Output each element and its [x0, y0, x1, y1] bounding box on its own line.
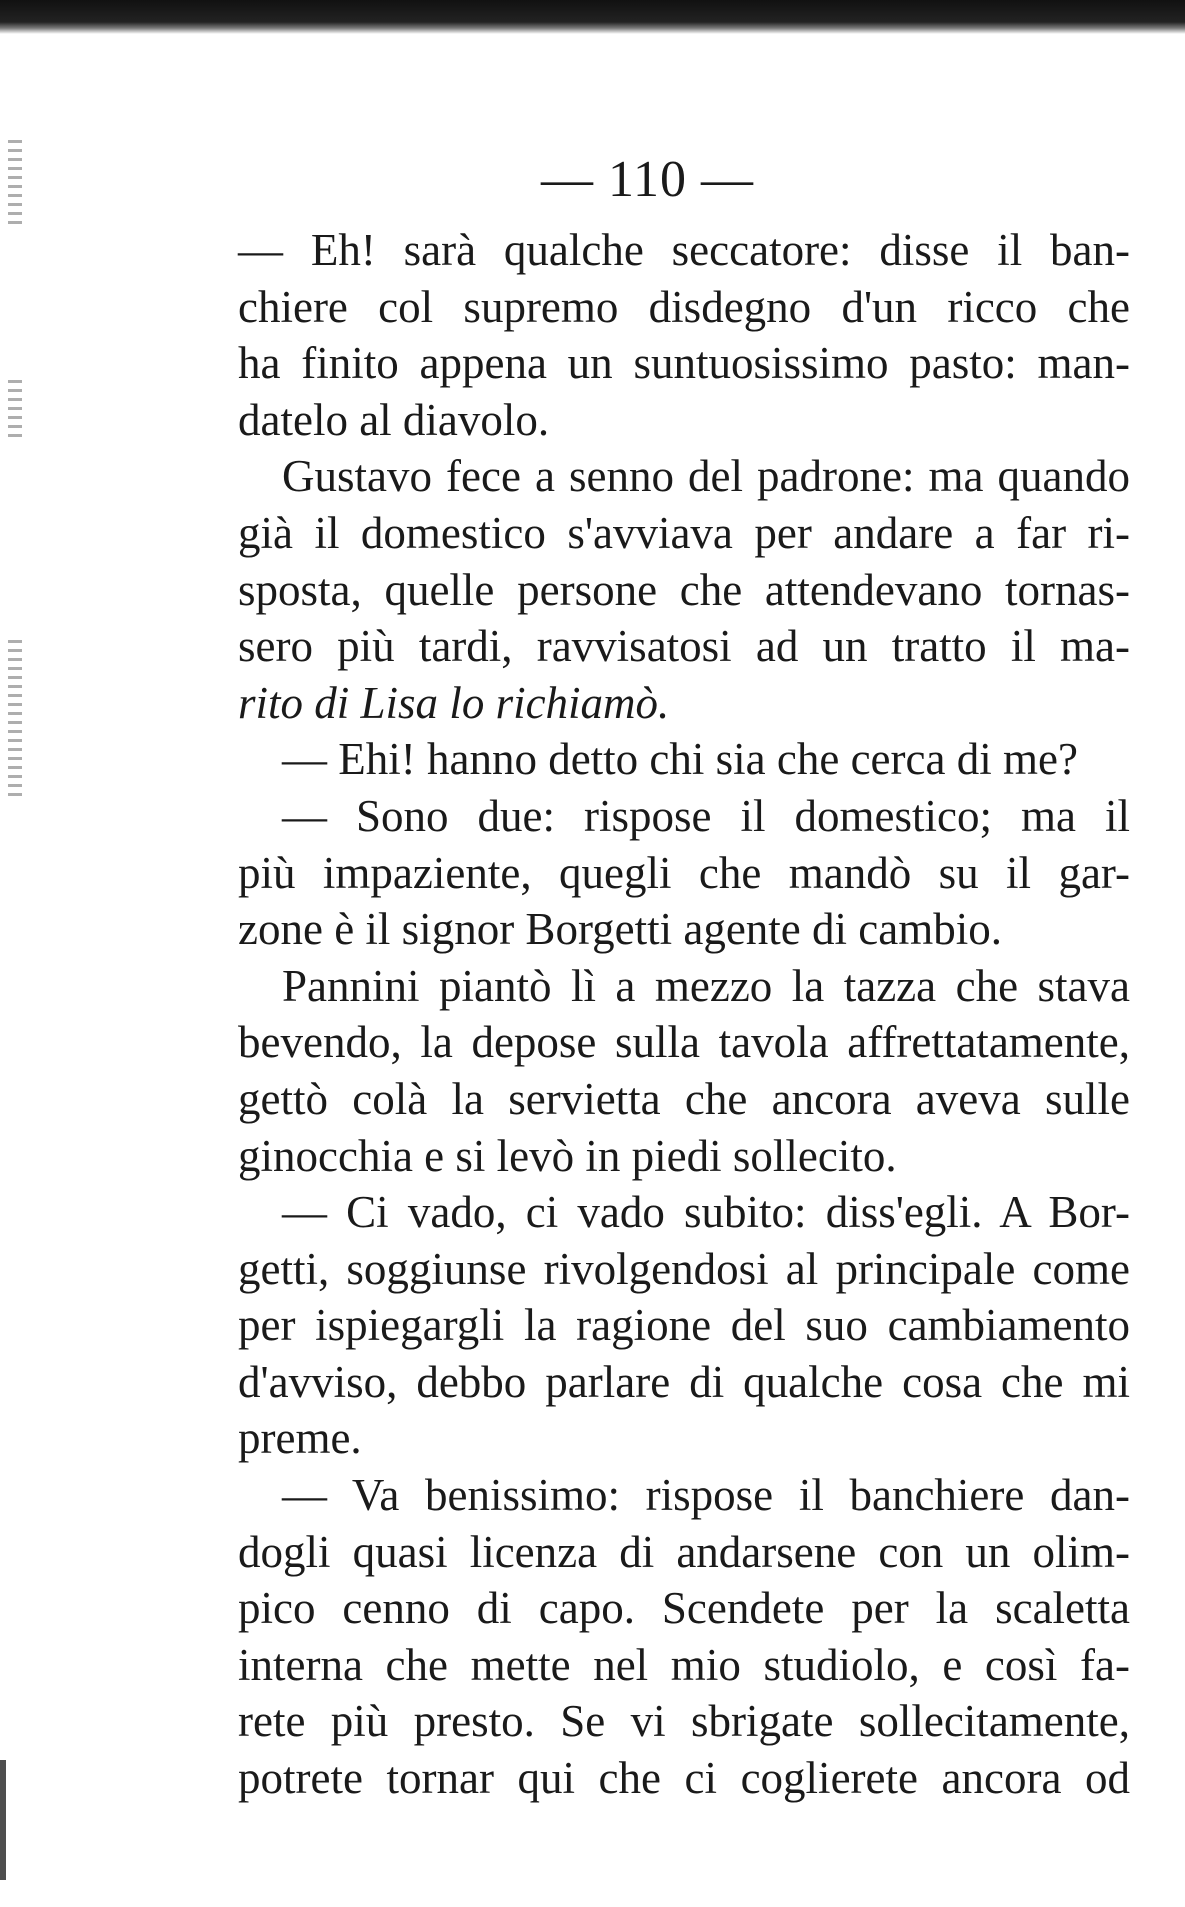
text-line: per ispiegargli la ragione del suo cambiamento — [238, 1300, 1130, 1351]
text-line: bevendo, la depose sulla tavola affrettatamente, — [238, 1017, 1130, 1068]
text-line: rito di Lisa lo richiamò. — [238, 677, 670, 728]
text-line: zone è il signor Borgetti agente di cambio. — [238, 904, 1002, 955]
text-line: interna che mette nel mio studiolo, e così fa- — [238, 1639, 1130, 1690]
text-line: getti, soggiunse rivolgendosi al principale come — [238, 1243, 1130, 1294]
text-line: rete più presto. Se vi sbrigate sollecitamente, — [238, 1696, 1130, 1747]
text-line: — Va benissimo: rispose il banchiere dan- — [282, 1470, 1130, 1521]
text-line: d'avviso, debbo parlare di qualche cosa che mi — [238, 1356, 1130, 1407]
scan-margin-mark — [8, 640, 22, 800]
text-line: già il domestico s'avviava per andare a far ri- — [238, 507, 1130, 558]
scan-top-edge — [0, 0, 1185, 34]
body-text — [238, 222, 1130, 1807]
text-line: sero più tardi, ravvisatosi ad un tratto il ma- — [238, 621, 1130, 672]
text-line: chiere col supremo disdegno d'un ricco che — [238, 281, 1130, 332]
text-line: — Ci vado, ci vado subito: diss'egli. A Bor- — [282, 1187, 1130, 1238]
text-line: gettò colà la servietta che ancora aveva sulle — [238, 1073, 1130, 1124]
text-line: ha finito appena un suntuosissimo pasto: man- — [238, 338, 1130, 389]
scan-margin-mark — [8, 380, 22, 440]
scan-spine-edge — [0, 1760, 26, 1880]
page-number: — 110 — — [540, 151, 755, 208]
text-line: datelo al diavolo. — [238, 394, 550, 445]
text-line: pico cenno di capo. Scendete per la scaletta — [238, 1583, 1130, 1634]
text-line: — Eh! sarà qualche seccatore: disse il ban- — [238, 225, 1130, 275]
text-line: più impaziente, quegli che mandò su il gar- — [238, 847, 1130, 898]
text-line: sposta, quelle persone che attendevano tornas- — [238, 564, 1130, 615]
text-line: ginocchia e si levò in piedi sollecito. — [238, 1130, 897, 1181]
text-line: dogli quasi licenza di andarsene con un olim- — [238, 1526, 1130, 1577]
text-line: Gustavo fece a senno del padrone: ma quando — [282, 451, 1130, 502]
text-line: Pannini piantò lì a mezzo la tazza che stava — [282, 960, 1130, 1011]
text-line: — Ehi! hanno detto chi sia che cerca di me? — [282, 734, 1078, 785]
text-line: potrete tornar qui che ci coglierete ancora od — [238, 1753, 1130, 1804]
text-line: — Sono due: rispose il domestico; ma il — [282, 790, 1130, 841]
text-line: preme. — [238, 1413, 362, 1464]
